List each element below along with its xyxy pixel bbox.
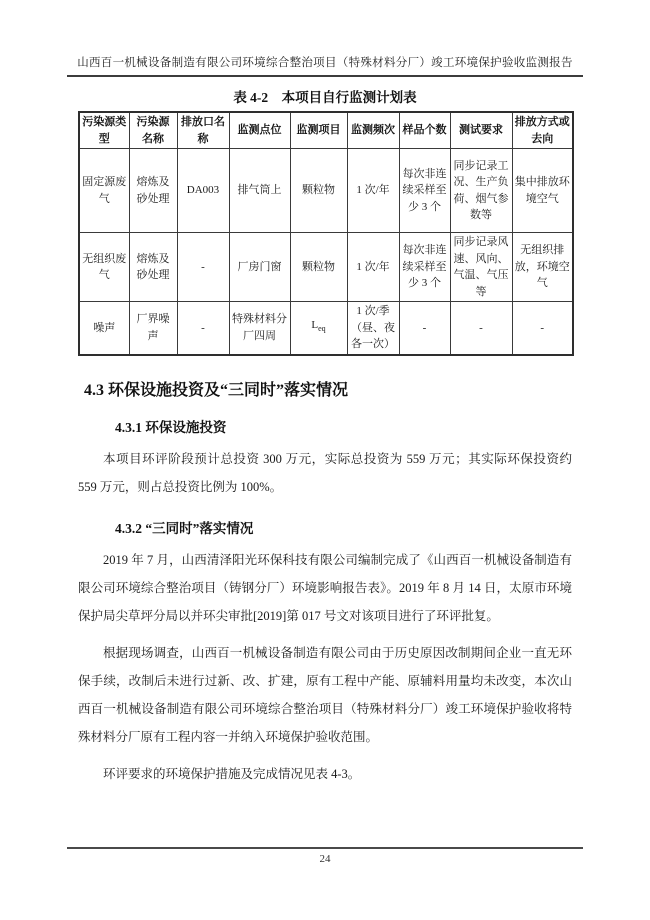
- col-header-pollution-source-name: 污染源名称: [129, 112, 177, 149]
- cell-source-name: 厂界噪声: [129, 302, 177, 355]
- page-number: 24: [319, 853, 331, 865]
- cell-samples: 每次非连续采样至少 3 个: [399, 233, 450, 302]
- leq-subscript: eq: [318, 324, 326, 334]
- cell-outlet: -: [177, 233, 229, 302]
- cell-requirement: -: [450, 302, 512, 355]
- col-header-frequency: 监测频次: [347, 112, 399, 149]
- paragraph-eia-approval: 2019 年 7 月，山西清泽阳光环保科技有限公司编制完成了《山西百一机械设备制造有限公司环境综合整治项目（铸钢分厂）环境影响报告表》。2019 年 8 月 14 日，太原市环境保护局尖草坪分局以并环尖审批[2019]第 017 号文对该项目进行了环评批复。: [78, 552, 572, 623]
- cell-requirement: 同步记录风速、风向、气温、气压等: [450, 233, 512, 302]
- cell-outlet: DA003: [177, 149, 229, 233]
- cell-frequency: 1 次/年: [347, 233, 399, 302]
- col-header-monitor-point: 监测点位: [229, 112, 290, 149]
- cell-source-name: 熔炼及砂处理: [129, 149, 177, 233]
- col-header-sample-count: 样品个数: [399, 112, 450, 149]
- table-caption: 表 4-2 本项目自行监测计划表: [233, 90, 417, 105]
- cell-outlet: -: [177, 302, 229, 355]
- paragraph-site-survey: 根据现场调查，山西百一机械设备制造有限公司由于历史原因改制期间企业一直无环保手续，改制后未进行过新、改、扩建，原有工程中产能、原辅料用量均未改变，本次山西百一机械设备制造有限公司环境综合整治项目（特殊材料分厂）竣工环境保护验收将特殊材料分厂原有工程内容一并纳入环境保护验收范围。: [78, 645, 572, 744]
- page-content: [78, 111, 572, 788]
- cell-samples: -: [399, 302, 450, 355]
- table-row: [79, 149, 573, 233]
- section-heading-4-3-2: 4.3.2 “三同时”落实情况: [115, 520, 254, 536]
- col-header-pollution-source-type: 污染源类型: [79, 112, 129, 149]
- leq-main: L: [311, 319, 319, 332]
- cell-discharge: -: [512, 302, 573, 355]
- cell-item-leq: [290, 302, 347, 355]
- cell-samples: 每次非连续采样至少 3 个: [399, 149, 450, 233]
- cell-source-name: 熔炼及砂处理: [129, 233, 177, 302]
- col-header-test-requirement: 测试要求: [450, 112, 512, 149]
- self-monitoring-plan-table: [78, 111, 574, 356]
- document-header-title: 山西百一机械设备制造有限公司环境综合整治项目（特殊材料分厂）竣工环境保护验收监测报告: [77, 57, 573, 69]
- cell-discharge: 集中排放环境空气: [512, 149, 573, 233]
- paragraph-investment: 本项目环评阶段预计总投资 300 万元，实际总投资为 559 万元；其实际环保投资约 559 万元，则占总投资比例为 100%。: [78, 451, 572, 494]
- cell-source-type: 无组织废气: [79, 233, 129, 302]
- cell-item: 颗粒物: [290, 149, 347, 233]
- col-header-discharge-mode: 排放方式或去向: [512, 112, 573, 149]
- cell-frequency: 1 次/季（昼、夜各一次）: [347, 302, 399, 355]
- page-footer: [67, 847, 583, 867]
- cell-requirement: 同步记录工况、生产负荷、烟气参数等: [450, 149, 512, 233]
- cell-discharge: 无组织排放，环境空气: [512, 233, 573, 302]
- paragraph-see-table-4-3: 环评要求的环境保护措施及完成情况见表 4-3。: [103, 766, 361, 781]
- table-header-row: [79, 112, 573, 149]
- cell-point: 特殊材料分厂四周: [229, 302, 290, 355]
- cell-item: 颗粒物: [290, 233, 347, 302]
- col-header-monitor-item: 监测项目: [290, 112, 347, 149]
- cell-source-type: 噪声: [79, 302, 129, 355]
- header-rule: [67, 75, 583, 77]
- section-heading-4-3-1: 4.3.1 环保设施投资: [115, 419, 227, 435]
- cell-source-type: 固定源废气: [79, 149, 129, 233]
- section-heading-4-3: 4.3 环保设施投资及“三同时”落实情况: [84, 381, 349, 399]
- table-row: [79, 302, 573, 355]
- cell-frequency: 1 次/年: [347, 149, 399, 233]
- col-header-outlet-name: 排放口名称: [177, 112, 229, 149]
- cell-point: 排气筒上: [229, 149, 290, 233]
- table-row: [79, 233, 573, 302]
- cell-point: 厂房门窗: [229, 233, 290, 302]
